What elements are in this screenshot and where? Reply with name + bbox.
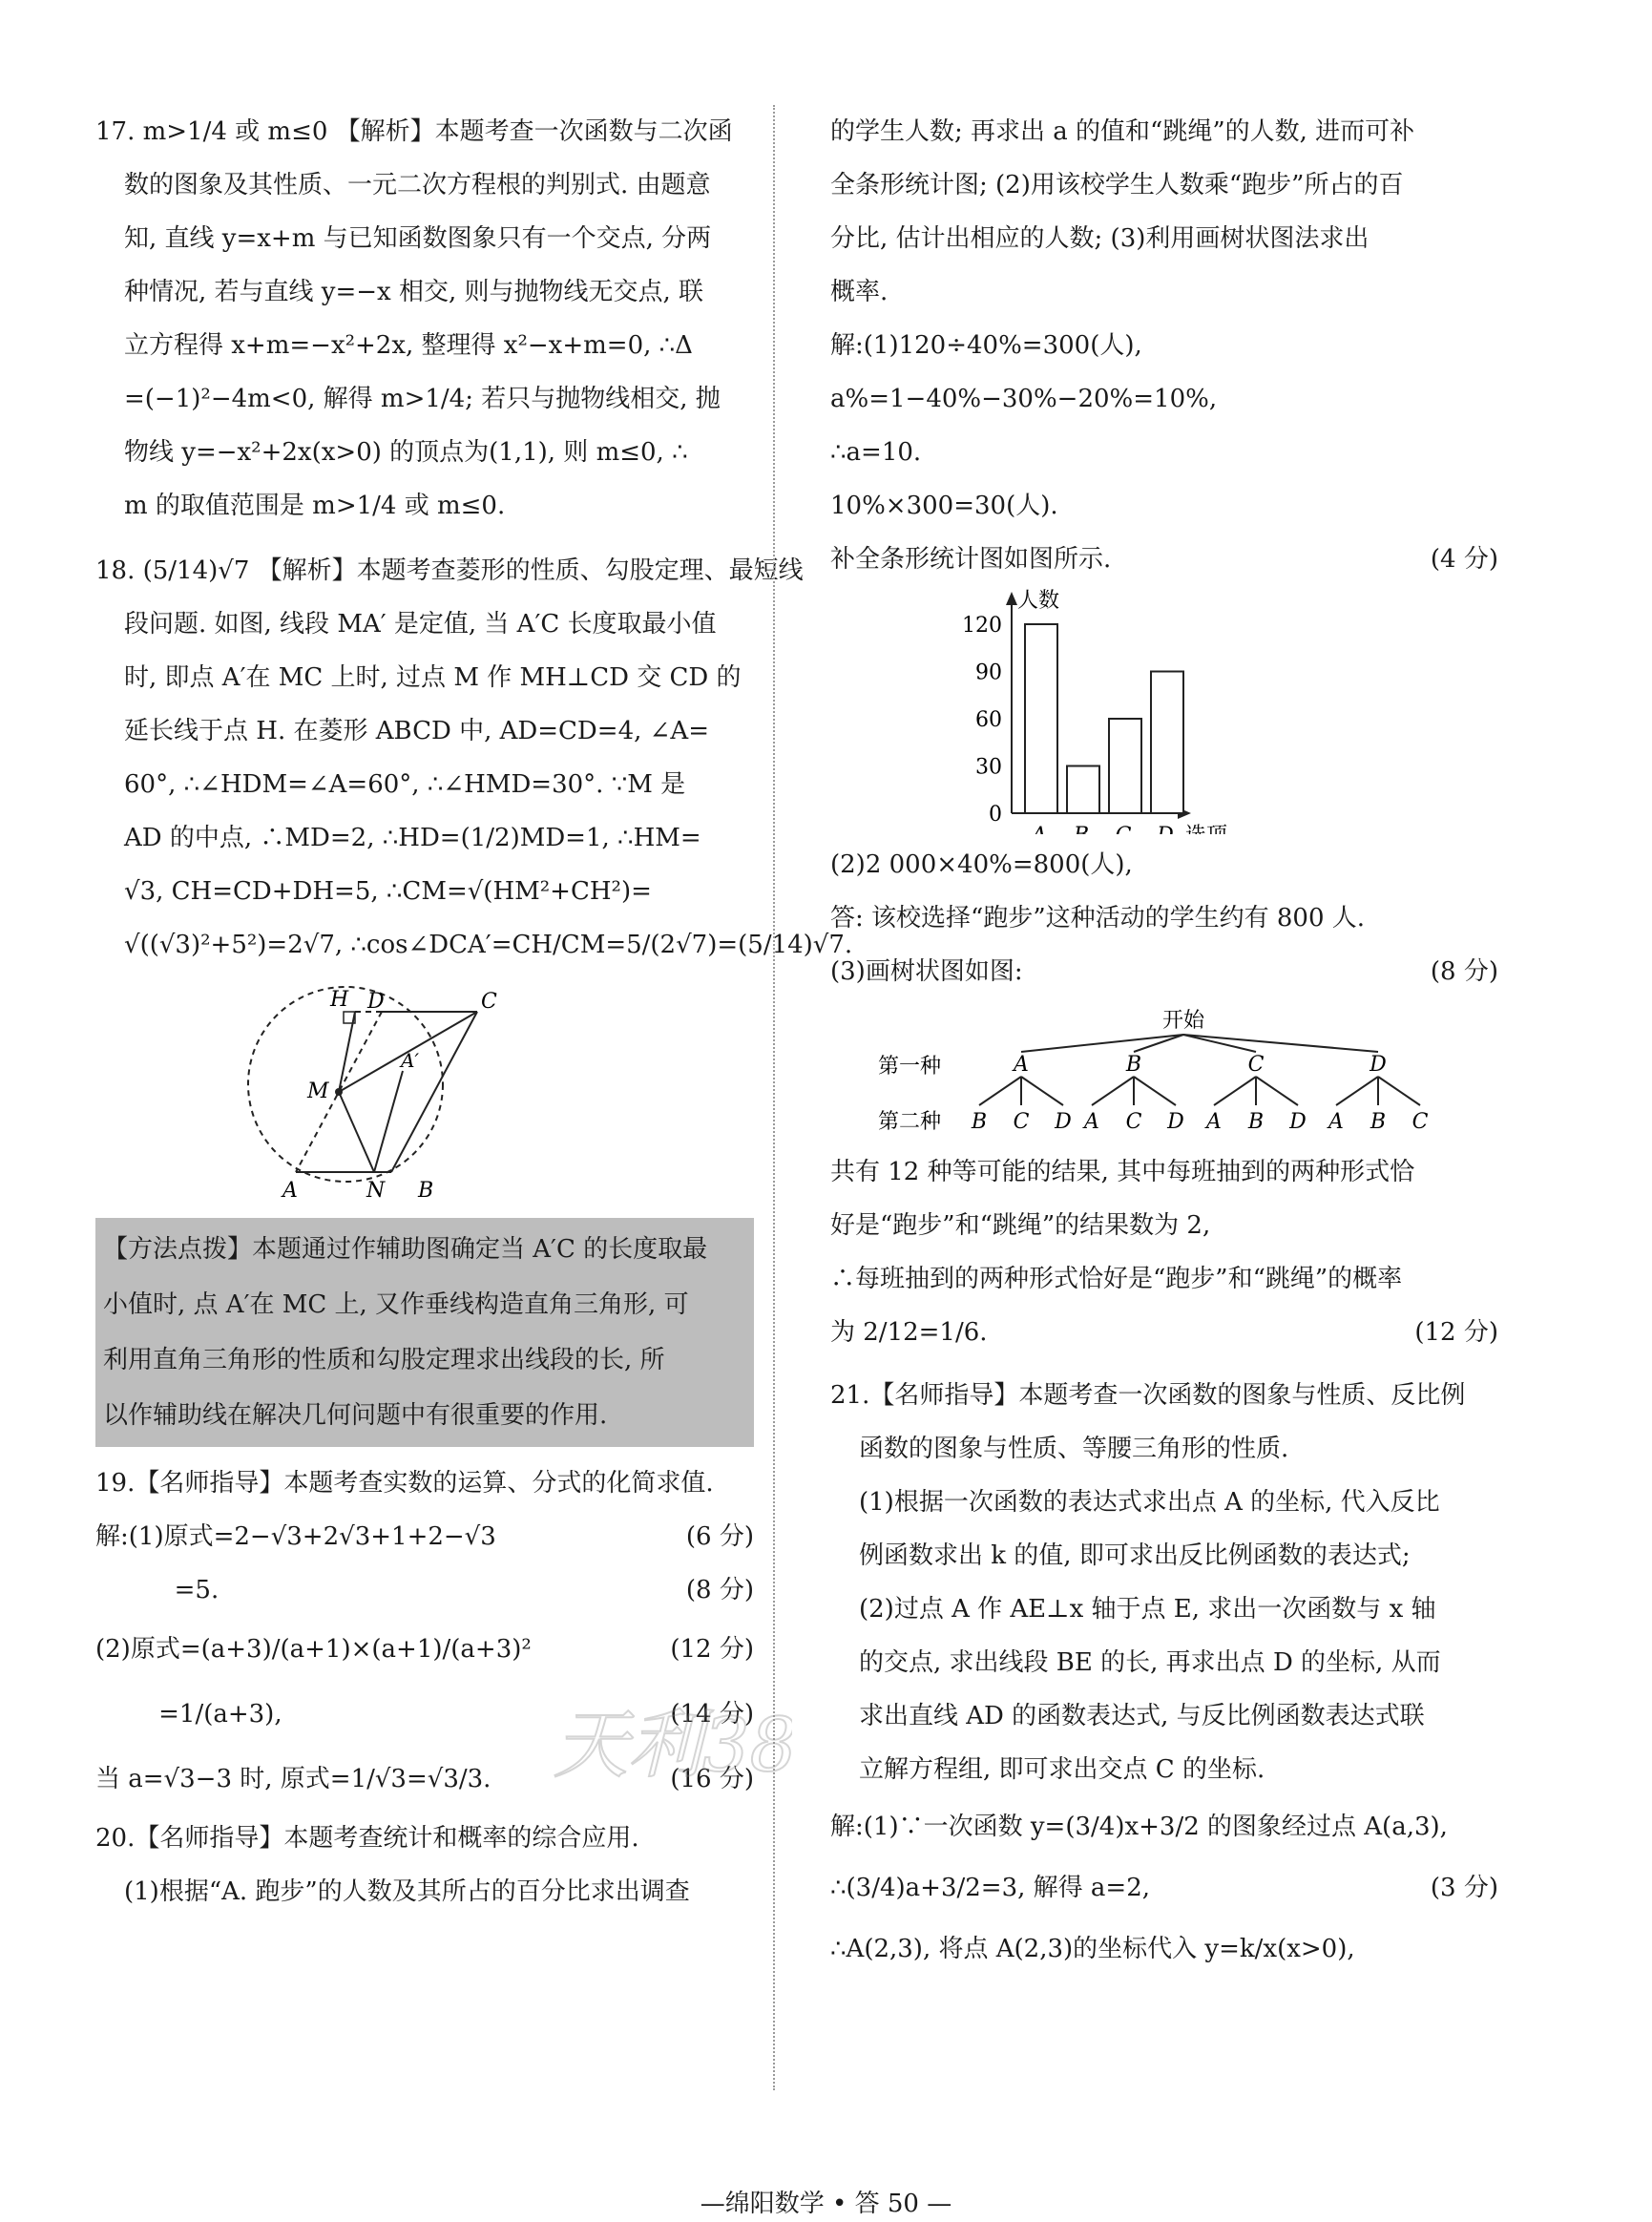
label-b: B [418,1179,434,1201]
tree-nodes [971,1035,1429,1134]
bar-chart [830,586,1498,838]
y-axis-label: 人数 [1017,589,1060,613]
text-line: 延长线于点 H. 在菱形 ABCD 中, AD=CD=4, ∠A= [124,717,709,745]
bars-group [962,614,1183,834]
left-column [95,105,853,1918]
x-axis-label [1185,824,1228,834]
text-line: √3, CH=CD+DH=5, ∴CM=√(HM²+CH²)= [124,877,652,906]
text-line: 立方程得 x+m=−x²+2x, 整理得 x²−x+m=0, ∴Δ [124,331,693,360]
line-text: ∴a=10. [830,438,922,467]
text-line: 小值时, 点 A′在 MC 上, 又作垂线构造直角三角形, 可 [103,1290,689,1319]
text-line [830,1689,1498,1743]
line-text: 补全条形统计图如图所示. [830,545,1112,574]
line-text: 立解方程组, 即可求出交点 C 的坐标. [859,1755,1265,1784]
method-tip-box [95,1218,754,1447]
line-text: 10%×300=30(人). [830,492,1058,520]
tree-branch [979,1077,1021,1105]
tree-node-second: C [1125,1110,1142,1134]
text-line [830,1252,1498,1306]
tree-node-first: C [1247,1053,1265,1077]
tree-branch [1336,1077,1378,1105]
line-text: 解:(1)∵一次函数 y=(3/4)x+3/2 的图象经过点 A(a,3), [830,1813,1448,1841]
line-text: 求出直线 AD 的函数表达式, 与反比例函数表达式联 [859,1702,1425,1730]
line-text: =1/(a+3), [95,1700,282,1729]
text-line: 物线 y=−x²+2x(x>0) 的顶点为(1,1), 则 m≤0, ∴ [124,438,688,467]
text-line [830,1918,1498,1980]
watermark-text: 天利3 [554,1703,750,1789]
rhombus-figure [95,972,754,1205]
tree-node-second: D [1055,1110,1072,1134]
text-line: (1)根据“A. 跑步”的人数及其所占的百分比求出调查 [124,1877,690,1906]
tree-diagram-svg [830,998,1498,1142]
score: (12 分) [670,1635,754,1664]
line-text: 全条形统计图; (2)用该校学生人数乘“跑步”所占的百 [830,171,1404,199]
line-text: ∴每班抽到的两种形式恰好是“跑步”和“跳绳”的概率 [830,1265,1403,1293]
tree-row1-label: 第一种 [878,1055,942,1079]
text-line [830,319,1498,372]
label-a: A [282,1179,298,1201]
line-text: (1)根据一次函数的表达式求出点 A 的坐标, 代入反比 [859,1488,1440,1517]
tree-node-second: B [1247,1110,1265,1134]
score: (14 分) [670,1700,754,1729]
line-text: 为 2/12=1/6. [830,1318,988,1347]
score: (8 分) [1430,957,1498,986]
line-text: 分比, 估计出相应的人数; (3)利用画树状图法求出 [830,224,1370,253]
text-line [830,1583,1498,1636]
tree-branch [1183,1035,1378,1052]
y-tick-label: 30 [975,755,1002,780]
page-footer: —绵阳数学 • 答 50 — [700,2190,952,2218]
text-line [830,1199,1498,1252]
label-d: D [367,990,385,1014]
y-axis-arrow [1006,592,1017,605]
text-line: 20.【名师指导】本题考查统计和概率的综合应用. [95,1824,639,1853]
score: (16 分) [670,1765,754,1793]
text-line [830,105,1498,158]
tree-node-first: B [1125,1053,1142,1077]
x-tick-label [1030,824,1047,834]
text-line [830,891,1498,945]
text-line [95,1563,754,1617]
text-line [830,1422,1498,1476]
tree-row2-label: 第二种 [878,1110,942,1134]
text-line: 利用直角三角形的性质和勾股定理求出线段的长, 所 [103,1346,665,1374]
line-text: 解:(1)120÷40%=300(人), [830,331,1142,360]
line-text: (2)原式=(a+3)/(a+1)×(a+1)/(a+3)² [95,1635,532,1664]
line-text: 概率. [830,278,889,306]
line-text: ∴(3/4)a+3/2=3, 解得 a=2, [830,1874,1151,1902]
line-text: 的学生人数; 再求出 a 的值和“跳绳”的人数, 进而可补 [830,117,1415,146]
line-text: 21.【名师指导】本题考查一次函数的图象与性质、反比例 [830,1381,1466,1410]
text-line: 种情况, 若与直线 y=−x 相交, 则与抛物线无交点, 联 [124,278,704,306]
text-line: 知, 直线 y=x+m 与已知函数图象只有一个交点, 分两 [124,224,712,253]
watermark [544,1666,792,1828]
right-column [830,105,1498,1980]
text-line [830,1476,1498,1529]
text-line [830,1796,1498,1857]
x-tick-label [1116,824,1132,834]
text-line: 60°, ∴∠HDM=∠A=60°, ∴∠HMD=30°. ∵M 是 [124,770,686,799]
line-text: 函数的图象与性质、等腰三角形的性质. [859,1435,1289,1463]
text-line [830,838,1498,891]
text-line: √((√3)²+5²)=2√7, ∴cos∠DCA′=CH/CM=5/(2√7)=(5/14)√7. [124,931,853,959]
tree-branch [1378,1077,1420,1105]
dashed-circle [248,987,443,1182]
point-m [335,1088,343,1096]
y-tick-label: 0 [989,803,1002,827]
score: (6 分) [685,1522,754,1551]
tree-branch [1134,1077,1176,1105]
y-tick-label: 90 [975,660,1002,685]
line-text: 19.【名师指导】本题考查实数的运算、分式的化简求值. [95,1469,714,1498]
text-line [830,1743,1498,1796]
label-m: M [307,1080,329,1103]
tree-branch [1021,1077,1063,1105]
text-line [830,1857,1498,1918]
tree-node-second: C [1412,1110,1429,1134]
tree-node-second: B [1370,1110,1387,1134]
text-line: =(−1)²−4m<0, 解得 m>1/4; 若只与抛物线相交, 抛 [124,385,721,413]
label-h: H [330,988,349,1012]
text-line [830,1145,1498,1199]
tree-node-second: C [1013,1110,1030,1134]
text-line [830,212,1498,265]
question-18 [95,544,853,972]
score: (4 分) [1430,545,1498,574]
bar-B [1067,766,1099,814]
text-line: 18. (5/14)√7 【解析】本题考查菱形的性质、勾股定理、最短线 [95,556,804,585]
text-line [830,479,1498,533]
line-text: 共有 12 种等可能的结果, 其中每班抽到的两种形式恰 [830,1158,1415,1186]
text-line [95,1457,754,1510]
tree-node-second: D [1289,1110,1307,1134]
label-c: C [481,990,497,1014]
text-line: 17. m>1/4 或 m≤0 【解析】本题考查一次函数与二次函 [95,117,733,146]
tree-diagram [830,998,1498,1145]
text-line [830,158,1498,212]
line-text: =5. [95,1576,220,1604]
y-tick-label: 120 [962,614,1002,638]
bar-A [1025,624,1057,813]
line-text: 例函数求出 k 的值, 即可求出反比例函数的表达式; [859,1541,1411,1570]
line-text: a%=1−40%−30%−20%=10%, [830,385,1218,413]
text-line [830,533,1498,586]
text-line: 【方法点拨】本题通过作辅助图确定当 A′C 的长度取最 [103,1235,708,1264]
text-line: 时, 即点 A′在 MC 上时, 过点 M 作 MH⊥CD 交 CD 的 [124,663,742,692]
line-text: (2)2 000×40%=800(人), [830,850,1133,879]
tree-node-second: D [1167,1110,1184,1134]
line-text: ∴A(2,3), 将点 A(2,3)的坐标代入 y=k/x(x>0), [830,1935,1355,1963]
question-17 [95,105,754,533]
line-text: 的交点, 求出线段 BE 的长, 再求出点 D 的坐标, 从而 [859,1648,1441,1677]
tree-branch [1256,1077,1298,1105]
tree-branch [1214,1077,1256,1105]
text-line [830,1636,1498,1689]
line-text: (3)画树状图如图: [830,957,1023,986]
label-a-prime: A′ [401,1049,419,1072]
label-n: N [366,1179,386,1201]
text-line: 以作辅助线在解决几何问题中有很重要的作用. [103,1401,608,1430]
score: (12 分) [1414,1318,1498,1347]
tree-node-second: A [1206,1110,1222,1134]
text-line [95,1510,754,1563]
text-line [830,1529,1498,1583]
segment-mn [339,1092,374,1172]
text-line [830,372,1498,426]
solution-20-part2 [830,838,1498,998]
tree-node-second: A [1328,1110,1344,1134]
text-line [830,426,1498,479]
bar-chart-svg [830,586,1498,834]
line-text: 当 a=√3−3 时, 原式=1/√3=√3/3. [95,1765,491,1793]
text-line: m 的取值范围是 m>1/4 或 m≤0. [124,492,506,520]
bar-D [1151,672,1183,814]
x-tick-label [1156,824,1174,834]
line-text: (2)过点 A 作 AE⊥x 轴于点 E, 求出一次函数与 x 轴 [859,1595,1436,1624]
text-line: 数的图象及其性质、一元二次方程根的判别式. 由题意 [124,171,711,199]
text-line [830,265,1498,319]
tree-branch [1092,1077,1134,1105]
text-line [830,945,1498,998]
line-text: 答: 该校选择“跑步”这种活动的学生约有 800 人. [830,904,1366,933]
tree-node-first: A [1014,1053,1029,1077]
geometry-diagram [95,972,754,1201]
score: (8 分) [685,1576,754,1604]
score: (3 分) [1430,1874,1498,1902]
y-tick-label: 60 [975,708,1002,732]
text-line: AD 的中点, ∴MD=2, ∴HD=(1/2)MD=1, ∴HM= [124,824,701,852]
tree-root: 开始 [1161,1009,1205,1033]
text-line [830,1369,1498,1422]
text-line: 段问题. 如图, 线段 MA′ 是定值, 当 A′C 长度取最小值 [124,610,717,639]
tree-node-first: D [1370,1053,1387,1077]
line-text: 解:(1)原式=2−√3+2√3+1+2−√3 [95,1522,496,1551]
solution-20-21 [830,1145,1498,1980]
tree-node-second: A [1084,1110,1099,1134]
watermark-logo [544,1666,792,1828]
x-tick-label [1073,824,1089,834]
bar-C [1109,719,1141,813]
line-text: 好是“跑步”和“跳绳”的结果数为 2, [830,1211,1211,1240]
text-line [830,1306,1498,1359]
tree-node-second: B [971,1110,988,1134]
solution-20-part1 [830,105,1498,586]
